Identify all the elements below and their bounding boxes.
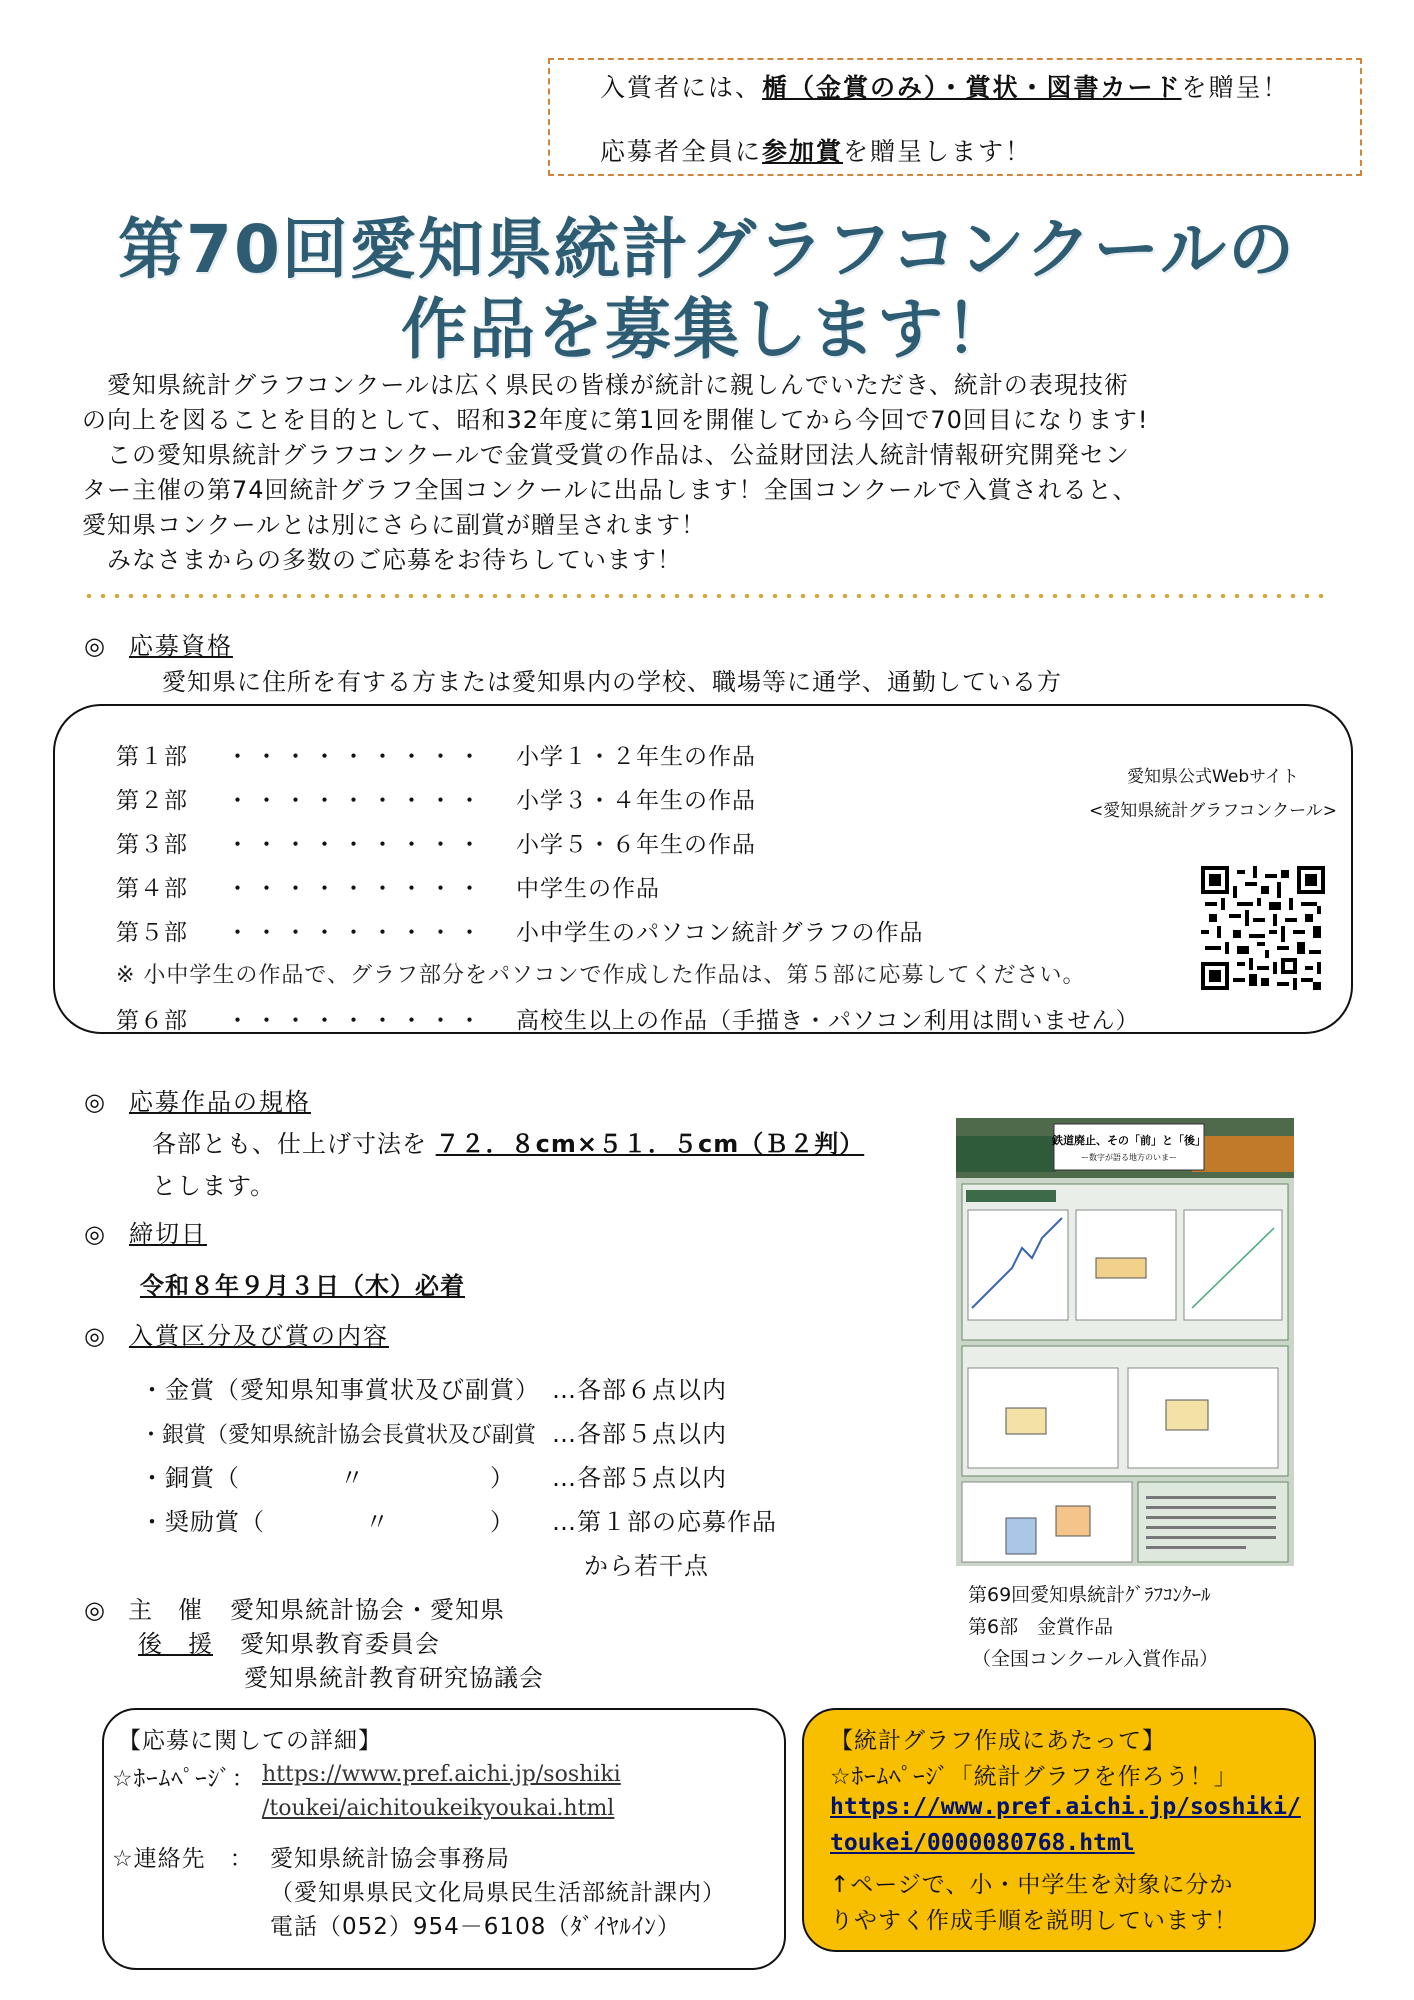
details-title: 【応募に関しての詳細】 [118,1728,382,1754]
heading-mark: ◎ [84,1088,107,1116]
page-title-line1: 第70回愛知県統計グラフコンクールの [118,211,1296,288]
poster-subtitle: ー数字が語る地方のいまー [1081,1153,1177,1162]
intro-line: 愛知県統計グラフコンクールは広く県民の皆様が統計に親しんでいただき、統計の表現技術 [82,371,1129,399]
category-name: 第３部 [116,832,188,858]
poster-caption-2: 第6部 金賞作品 [968,1616,1114,1638]
dotted-divider [82,594,1332,598]
prize-line2-pre: 応募者全員に [600,137,763,166]
details-contact-2: （愛知県県民文化局県民生活部統計課内） [270,1880,726,1906]
heading-mark: ◎ [84,1322,107,1350]
prize-line-1 [600,68,1290,104]
category-desc: 高校生以上の作品（手描き・パソコン利用は問いません） [516,1008,1140,1034]
award-name: ・金賞（愛知県知事賞状及び副賞） [140,1376,540,1404]
eligibility-heading [84,626,233,661]
category-dots: ・・・・・・・・・ [226,920,487,946]
size-text [152,1124,864,1159]
qr-code-icon[interactable] [1201,866,1325,990]
category-desc: 小学１・２年生の作品 [516,744,756,770]
category-desc: 小中学生のパソコン統計グラフの作品 [516,920,924,946]
support-value-1: 愛知県教育委員会 [240,1630,440,1658]
category-name: 第６部 [116,1008,188,1034]
size-heading [84,1082,311,1117]
category-dots: ・・・・・・・・・ [226,1008,487,1034]
awards-heading-text: 入賞区分及び賞の内容 [128,1322,389,1350]
organizer-host [84,1590,505,1625]
size-text-pre: 各部とも、仕上げ寸法を [152,1130,427,1158]
category-name: 第１部 [116,744,188,770]
intro-text [82,368,1332,578]
category-dots: ・・・・・・・・・ [226,876,487,902]
prize-line2-post: を贈呈します！ [843,137,1033,166]
host-value: 愛知県統計協会・愛知県 [229,1596,505,1624]
web-label-line2: <愛知県統計グラフコンクール> [1089,801,1337,821]
category-desc: 小学３・４年生の作品 [516,788,756,814]
prize-line1-bold: 楯（金賞のみ）・賞状・図書カード [762,73,1182,102]
intro-line: ター主催の第74回統計グラフ全国コンクールに出品します！全国コンクールで入賞されると、 [82,476,1138,504]
eligibility-text: 愛知県に住所を有する方または愛知県内の学校、職場等に通学、通勤している方 [162,668,1062,696]
deadline-heading [84,1214,207,1249]
category-desc: 中学生の作品 [516,876,660,902]
category-dots: ・・・・・・・・・ [226,832,487,858]
poster-title: 鉄道廃止、その「前」と「後」 [1052,1134,1206,1147]
graph-guide-hp: ☆ﾎｰﾑﾍﾟｰｼﾞ「統計グラフを作ろう！」 [830,1764,1238,1790]
award-count: …各部５点以内 [552,1464,727,1492]
award-item [140,1502,777,1537]
deadline-heading-text: 締切日 [128,1220,207,1248]
category-dots: ・・・・・・・・・ [226,744,487,770]
intro-line: 愛知県コンクールとは別にさらに副賞が贈呈されます！ [82,511,707,539]
support-label: 後 援 [138,1630,213,1658]
organizer-support [138,1624,440,1659]
heading-mark: ◎ [84,1596,106,1624]
page-title-line2: 作品を募集します！ [401,291,1013,368]
award-item [140,1458,727,1493]
host-label: 主 催 [127,1596,203,1624]
graph-guide-link[interactable]: https://www.pref.aichi.jp/soshiki/ [830,1794,1301,1820]
prize-line-2 [600,132,1032,168]
award-extra: から若干点 [584,1552,709,1580]
graph-guide-title: 【統計グラフ作成にあたって】 [830,1728,1166,1754]
category-name: 第４部 [116,876,188,902]
deadline-date [140,1266,465,1301]
graph-guide-desc-1: ↑ページで、小・中学生を対象に分か [830,1872,1234,1898]
award-name: ・銅賞（ 〃 ） [140,1464,515,1492]
details-hp-link[interactable]: https://www.pref.aichi.jp/soshiki [262,1762,621,1787]
category-name: 第５部 [116,920,188,946]
details-hp-link-cont[interactable]: /toukei/aichitoukeikyoukai.html [262,1796,615,1821]
category-note: ※ 小中学生の作品で、グラフ部分をパソコンで作成した作品は、第５部に応募してください。 [116,963,1086,988]
award-count: …各部６点以内 [552,1376,727,1404]
intro-line: みなさまからの多数のご応募をお待ちしています！ [82,546,682,574]
awards-heading [84,1316,389,1351]
category-row [116,870,660,903]
intro-line: の向上を図ることを目的として、昭和32年度に第1回を開催してから今回で70回目になります! [82,406,1149,434]
details-phone: 電話（052）954－6108（ﾀﾞｲﾔﾙｲﾝ） [270,1914,681,1940]
size-value: ７２．８cm×５１．５cm（Ｂ２判） [435,1130,865,1158]
prize-line1-post: を贈呈！ [1181,73,1290,102]
prize-line1-pre: 入賞者には、 [600,73,763,102]
web-label-line1: 愛知県公式Webサイト [1127,767,1299,787]
poster-caption-1: 第69回愛知県統計ｸﾞﾗﾌｺﾝｸｰﾙ [968,1584,1211,1606]
eligibility-heading-text: 応募資格 [128,632,233,660]
poster-caption-3: （全国コンクール入賞作品） [972,1648,1219,1670]
size-text-post: とします。 [152,1172,276,1200]
intro-line: この愛知県統計グラフコンクールで金賞受賞の作品は、公益財団法人統計情報研究開発セン [82,441,1130,469]
category-row [116,738,756,771]
graph-guide-desc-2: りやすく作成手順を説明しています！ [830,1908,1238,1934]
category-row [116,826,756,859]
heading-mark: ◎ [84,632,107,660]
graph-guide-link-cont[interactable]: toukei/0000080768.html [830,1830,1135,1856]
details-contact-label: ☆連絡先 ： [112,1846,254,1872]
details-hp-label: ☆ﾎｰﾑﾍﾟｰｼﾞ： [112,1766,256,1792]
size-heading-text: 応募作品の規格 [128,1088,311,1116]
category-row [116,914,924,947]
award-count: …第１部の応募作品 [552,1508,777,1536]
award-item [140,1414,727,1449]
details-contact-1: 愛知県統計協会事務局 [270,1846,510,1872]
support-value-2: 愛知県統計教育研究協議会 [244,1664,544,1692]
award-name: ・奨励賞（ 〃 ） [140,1508,515,1536]
prize-notice-box [548,58,1362,176]
category-dots: ・・・・・・・・・ [226,788,487,814]
sample-poster-image [956,1118,1294,1566]
prize-line2-bold: 参加賞 [762,137,844,166]
category-desc: 小学５・６年生の作品 [516,832,756,858]
heading-mark: ◎ [84,1220,107,1248]
category-name: 第２部 [116,788,188,814]
category-row [116,1002,1140,1035]
award-item [140,1370,727,1405]
deadline-date-text: 令和８年９月３日（木）必着 [140,1272,465,1300]
award-count: …各部５点以内 [552,1420,727,1448]
award-name: ・銀賞（愛知県統計協会長賞状及び副賞 [140,1423,537,1448]
category-row [116,782,756,815]
